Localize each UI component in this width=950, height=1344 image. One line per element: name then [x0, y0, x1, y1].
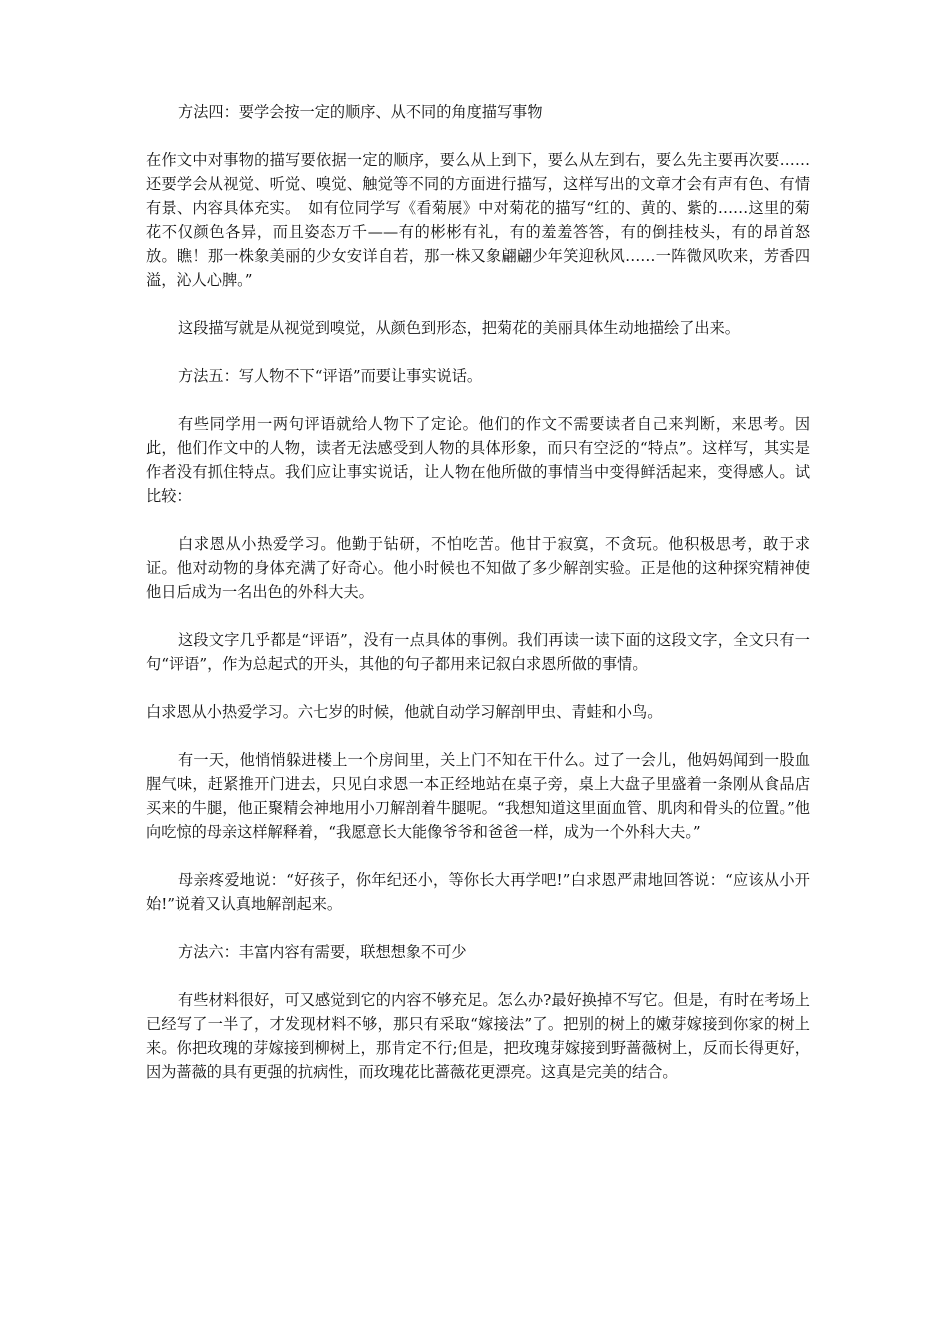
paragraph-analysis-of-example: 这段文字几乎都是“评语”，没有一点具体的事例。我们再读一读下面的这段文字，全文只有一句“评语”，作为总起式的开头，其他的句子都用来记叙白求恩所做的事情。: [146, 631, 810, 673]
paragraph-bethune-story: 有一天，他悄悄躲进楼上一个房间里，关上门不知在干什么。过了一会儿，他妈妈闻到一股血腥气味，赶紧推开门进去，只见白求恩一本正经地站在桌子旁，桌上大盘子里盛着一条刚从食品店买来的牛腿，他正聚精会神地用小刀解剖着牛腿呢。“我想知道这里面血管、肌肉和骨头的位置。”他向吃惊的母亲这样解释着，“我愿意长大能像爷爷和爸爸一样，成为一个外科大夫。”: [146, 751, 810, 841]
document-page: [146, 100, 810, 1084]
paragraph-description-order: 在作文中对事物的描写要依据一定的顺序，要么从上到下，要么从左到右，要么先主要再次要……还要学会从视觉、听觉、嗅觉、触觉等不同的方面进行描写，这样写出的文章才会有声有色、有情有景、内容具体充实。 如有位同学写《看菊展》中对菊花的描写“红的、黄的、紫的……这里的菊花不仅颜色各异，而且姿态万千——有的彬彬有礼，有的羞羞答答，有的倒挂枝头，有的昂首怒放。瞧！那一株象美丽的少女安详自若，那一株又象翩翩少年笑迎秋风……一阵微风吹来，芳香四溢，沁人心脾。”: [146, 151, 810, 289]
paragraph-chrysanthemum-comment: 这段描写就是从视觉到嗅觉，从颜色到形态，把菊花的美丽具体生动地描绘了出来。: [178, 319, 740, 337]
paragraph-mother-dialogue: 母亲疼爱地说：“好孩子，你年纪还小，等你长大再学吧!”白求恩严肃地回答说：“应该从小开始!”说着又认真地解剖起来。: [146, 871, 810, 913]
paragraph-grafting-method: 有些材料很好，可又感觉到它的内容不够充足。怎么办?最好换掉不写它。但是，有时在考场上已经写了一半了，才发现材料不够，那只有采取“嫁接法”了。把别的树上的嫩芽嫁接到你家的树上来。你把玫瑰的芽嫁接到柳树上，那肯定不行;但是，把玫瑰芽嫁接到野蔷薇树上，反而长得更好，因为蔷薇的具有更强的抗病性，而玫瑰花比蔷薇花更漂亮。这真是完美的结合。: [146, 991, 810, 1081]
section-heading-method-6: 方法六：丰富内容有需要，联想想象不可少: [178, 943, 467, 961]
paragraph-comments-on-characters: 有些同学用一两句评语就给人物下了定论。他们的作文不需要读者自己来判断，来思考。因此，他们作文中的人物，读者无法感受到人物的具体形象，而只有空泛的“特点”。这样写，其实是作者没有抓住特点。我们应让事实说话，让人物在他所做的事情当中变得鲜活起来，变得感人。试比较：: [146, 415, 810, 505]
paragraph-bethune-intro: 白求恩从小热爱学习。六七岁的时候，他就自动学习解剖甲虫、青蛙和小鸟。: [146, 703, 663, 721]
paragraph-example-comment-style: 白求恩从小热爱学习。他勤于钻研，不怕吃苦。他甘于寂寞，不贪玩。他积极思考，敢于求证。他对动物的身体充满了好奇心。他小时候也不知做了多少解剖实验。正是他的这种探究精神使他日后成为一名出色的外科大夫。: [146, 535, 810, 601]
section-heading-method-4: 方法四：要学会按一定的顺序、从不同的角度描写事物: [178, 103, 543, 121]
section-heading-method-5: 方法五：写人物不下“评语”而要让事实说话。: [178, 367, 483, 385]
